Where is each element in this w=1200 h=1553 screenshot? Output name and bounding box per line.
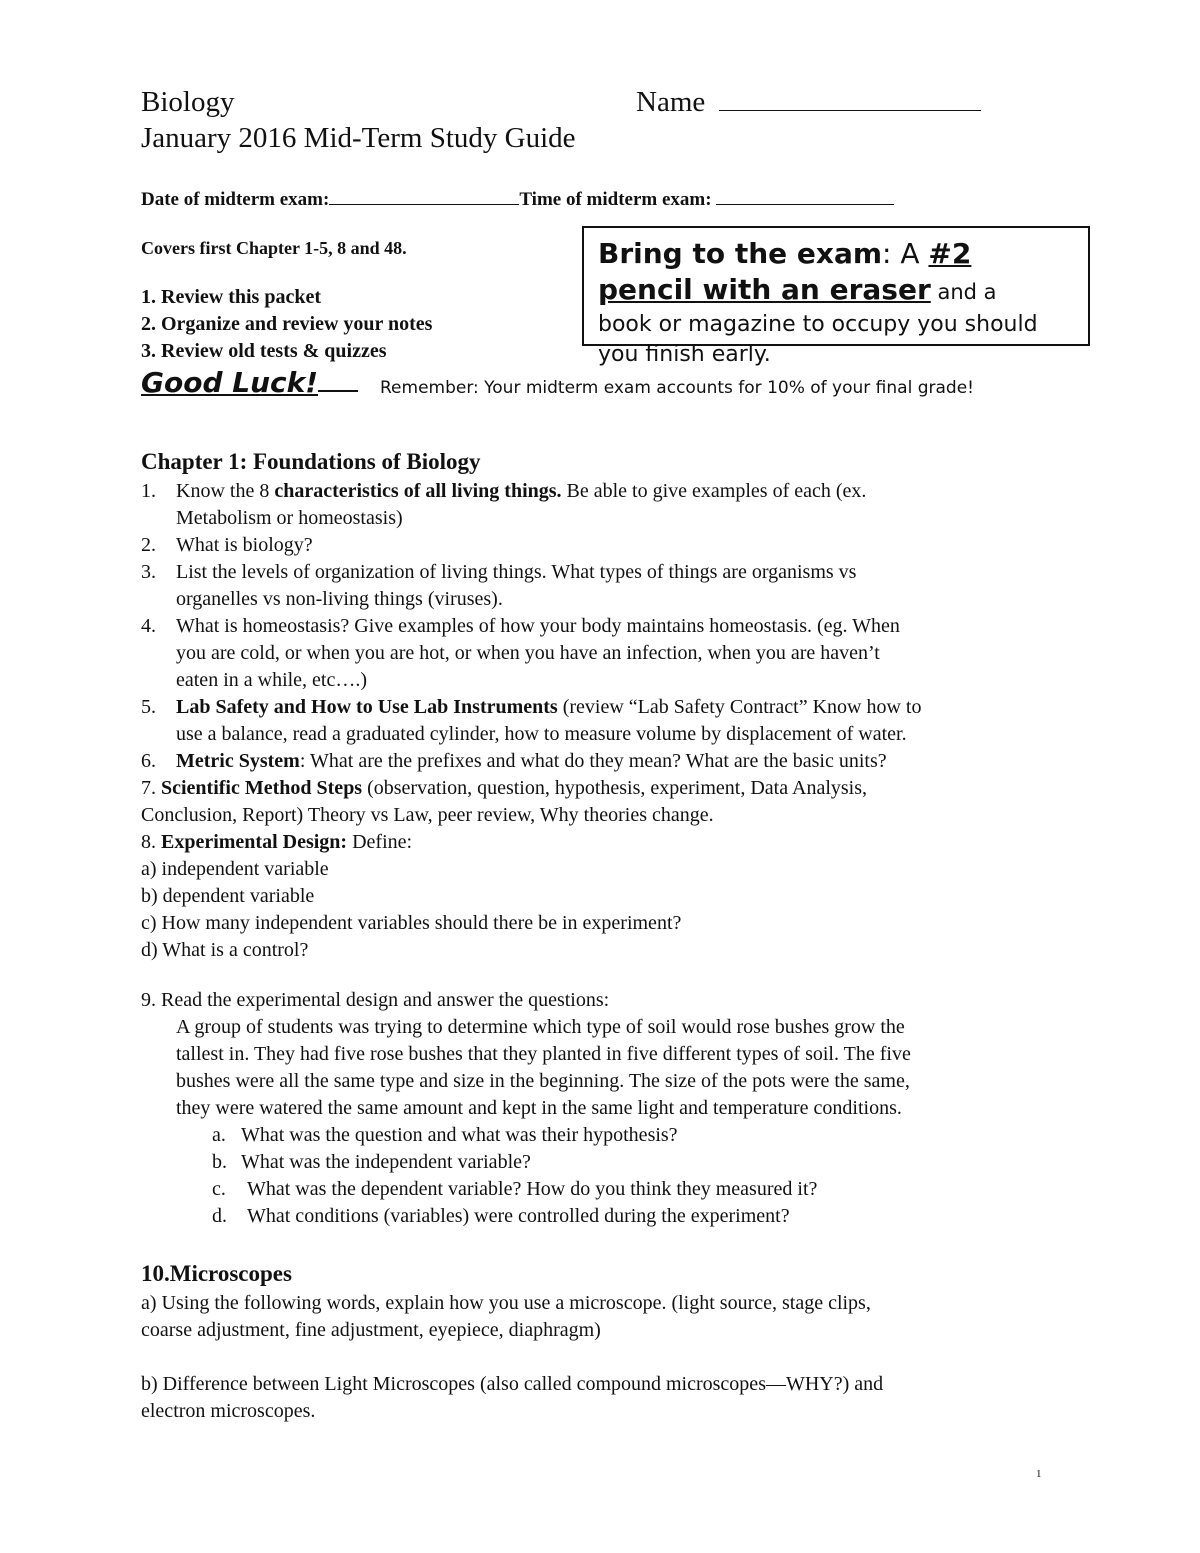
item-1-post: Be able to give examples of each (ex. [561,480,867,502]
item-8-number: 8. [141,831,161,853]
item-7-bold: Scientific Method Steps [161,777,363,799]
item-9-paragraph-line-1: A group of students was trying to determine which type of soil would rose bushes grow the [176,1016,905,1038]
good-luck [141,366,358,399]
bring-line-3: book or magazine to occupy you should [598,312,1038,337]
item-3-number: 3. [141,561,156,583]
page-title: January 2016 Mid-Term Study Guide [141,122,576,154]
item-9-question-d: What conditions (variables) were controlled during the experiment? [247,1205,790,1227]
step-2: 2. Organize and review your notes [141,313,433,335]
microscopes-b-line-2: electron microscopes. [141,1400,316,1422]
item-9-question-c: What was the dependent variable? How do you think they measured it? [247,1178,818,1200]
remember-note: Remember: Your midterm exam accounts for 10% of your final grade! [380,378,974,398]
item-9-question-b: What was the independent variable? [241,1151,531,1173]
item-5-post: (review “Lab Safety Contract” Know how to [557,696,922,718]
item-9-question-a-letter: a. [212,1124,226,1146]
item-4-line-3: eaten in a while, etc….) [176,669,368,691]
item-8-a: a) independent variable [141,858,329,880]
subject-title: Biology [141,86,235,118]
item-4-line-2: you are cold, or when you are hot, or when you have an infection, when you are haven’t [176,642,880,664]
step-3: 3. Review old tests & quizzes [141,340,387,362]
microscopes-b-line-1: b) Difference between Light Microscopes (also called compound microscopes—WHY?) and [141,1373,884,1395]
bring-pencil-number: #2 [928,237,972,270]
step-1: 1. Review this packet [141,286,321,308]
item-7-number: 7. [141,777,161,799]
name-label: Name [636,86,706,118]
exam-date-time-line [141,186,894,211]
item-4-number: 4. [141,615,156,637]
item-1-number: 1. [141,480,156,502]
item-8-b: b) dependent variable [141,885,315,907]
item-1-bold: characteristics of all living things. [274,480,562,502]
item-6-post: : What are the prefixes and what do they mean? What are the basic units? [299,750,887,772]
item-1-pre: Know the 8 [176,480,275,502]
microscopes-heading: 10.Microscopes [141,1261,292,1286]
page-number: 1 [1036,1468,1042,1480]
bring-line-1 [598,236,1074,272]
item-1-line-1 [176,480,866,503]
time-blank [716,186,894,205]
name-blank [719,92,981,111]
item-6-bold: Metric System [176,750,300,772]
item-5-bold: Lab Safety and How to Use Lab Instruments [176,696,558,718]
bring-and: and a [930,280,997,304]
item-1-line-2: Metabolism or homeostasis) [176,507,403,529]
item-7-line-1 [141,777,867,800]
item-5-line-2: use a balance, read a graduated cylinder, how to measure volume by displacement of water. [176,723,907,745]
item-2-text: What is biology? [176,534,313,556]
microscopes-a-line-1: a) Using the following words, explain how you use a microscope. (light source, stage clips, [141,1292,871,1314]
item-6-number: 6. [141,750,156,772]
bring-line-2 [598,272,1074,310]
good-luck-text: Good Luck! [141,366,319,399]
microscopes-a-line-2: coarse adjustment, fine adjustment, eyepiece, diaphragm) [141,1319,601,1341]
bring-to-exam-box [582,226,1090,367]
item-8-post: Define: [347,831,413,853]
date-label: Date of midterm exam: [141,189,330,210]
item-8-bold: Experimental Design: [161,831,348,853]
item-5-line-1 [176,696,922,719]
item-9-question-d-letter: d. [212,1205,227,1227]
item-3-line-1: List the levels of organization of living things. What types of things are organisms vs [176,561,857,583]
bring-line-4: you finish early. [598,342,771,367]
chapter-1-heading: Chapter 1: Foundations of Biology [141,449,481,474]
item-9-paragraph-line-3: bushes were all the same type and size in the beginning. The size of the pots were the same, [176,1070,910,1092]
date-blank [329,186,519,205]
item-8-c: c) How many independent variables should there be in experiment? [141,912,682,934]
item-9-question-c-letter: c. [212,1178,226,1200]
name-field [636,86,981,119]
bring-colon: : A [882,237,929,270]
item-9-paragraph-line-4: they were watered the same amount and kept in the same light and temperature conditions. [176,1097,902,1119]
covers-note: Covers first Chapter 1-5, 8 and 48. [141,238,407,258]
bring-lead: Bring to the exam [598,237,883,270]
item-8-line [141,831,412,854]
time-label: Time of midterm exam: [519,189,712,210]
item-9-question-a: What was the question and what was their hypothesis? [241,1124,678,1146]
item-9-intro: 9. Read the experimental design and answer the questions: [141,989,610,1011]
item-9-question-b-letter: b. [212,1151,227,1173]
item-4-line-1: What is homeostasis? Give examples of how your body maintains homeostasis. (eg. When [176,615,900,637]
good-luck-underline [318,390,358,392]
item-6-line [176,750,887,773]
item-9-paragraph-line-2: tallest in. They had five rose bushes that they planted in five different types of soil. The five [176,1043,911,1065]
item-8-d: d) What is a control? [141,939,309,961]
bring-pencil: pencil with an eraser [598,273,931,306]
item-7-post: (observation, question, hypothesis, experiment, Data Analysis, [362,777,868,799]
item-3-line-2: organelles vs non-living things (viruses). [176,588,503,610]
item-5-number: 5. [141,696,156,718]
item-7-line-2: Conclusion, Report) Theory vs Law, peer review, Why theories change. [141,804,714,826]
item-2-number: 2. [141,534,156,556]
